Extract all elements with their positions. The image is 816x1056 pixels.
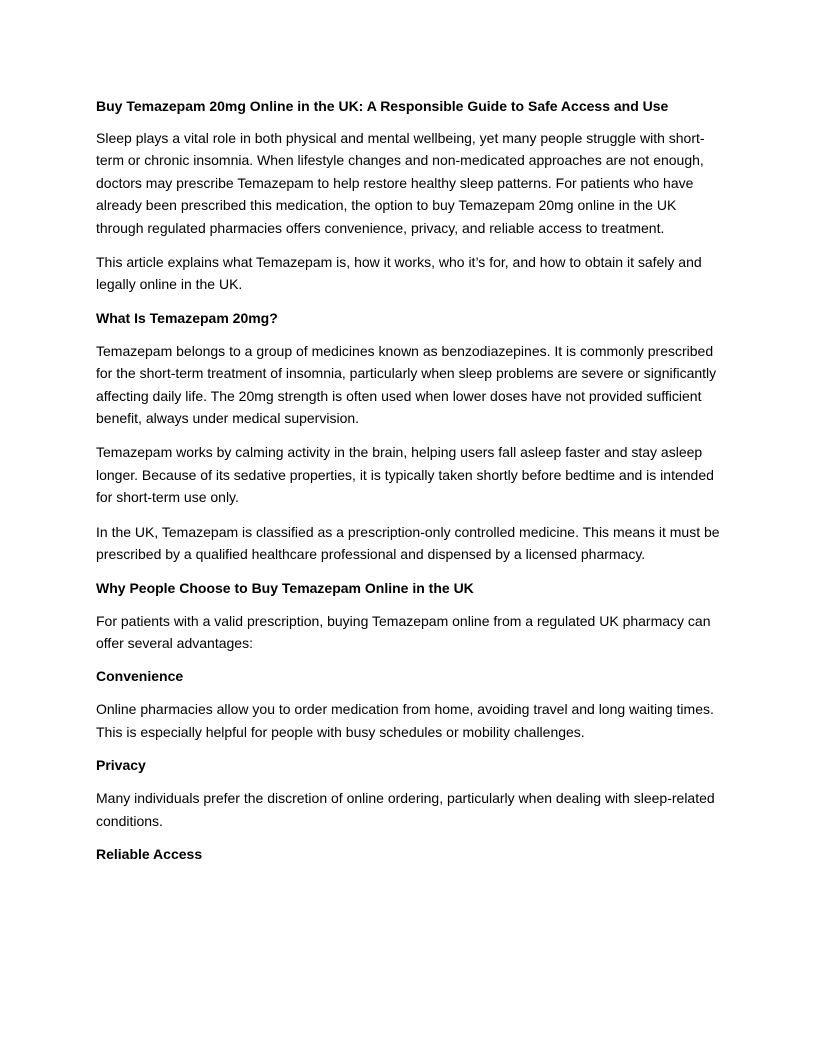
intro-paragraph-2: This article explains what Temazepam is, how it works, who it’s for, and how to obtain it safely and legally online in the UK. (96, 254, 702, 293)
document-page (96, 96, 720, 876)
privacy-paragraph: Many individuals prefer the discretion of online ordering, particularly when dealing with sleep-related conditions. (96, 790, 715, 829)
subheading-reliable-access: Reliable Access (96, 845, 203, 862)
subheading-convenience: Convenience (96, 668, 184, 685)
what-is-paragraph-2: Temazepam works by calming activity in the brain, helping users fall asleep faster and stay asleep longer. Because of its sedative properties, it is typically taken shortly before bedtime and is intended for short-term use only. (96, 444, 714, 506)
document-title: Buy Temazepam 20mg Online in the UK: A Responsible Guide to Safe Access and Use (96, 98, 669, 114)
what-is-paragraph-3: In the UK, Temazepam is classified as a prescription-only controlled medicine. This means it must be prescribed by a qualified healthcare professional and dispensed by a licensed pharmacy. (96, 523, 720, 563)
section-heading-what-is: What Is Temazepam 20mg? (96, 309, 278, 326)
why-online-paragraph: For patients with a valid prescription, buying Temazepam online from a regulated UK pharmacy can offer several advantages: (96, 612, 711, 651)
subheading-privacy: Privacy (96, 757, 146, 774)
section-heading-why-online: Why People Choose to Buy Temazepam Online in the UK (96, 579, 474, 596)
what-is-paragraph-1: Temazepam belongs to a group of medicines known as benzodiazepines. It is commonly prescribed for the short-term treatment of insomnia, particularly when sleep problems are severe or significantly affecting daily life. The 20mg strength is often used when lower doses have not provided sufficient benefit, always under medical supervision. (96, 342, 717, 427)
convenience-paragraph: Online pharmacies allow you to order medication from home, avoiding travel and long waiting times. This is especially helpful for people with busy schedules or mobility challenges. (96, 701, 714, 740)
intro-paragraph-1: Sleep plays a vital role in both physical and mental wellbeing, yet many people struggle with short-term or chronic insomnia. When lifestyle changes and non-medicated approaches are not enough, doctors may prescribe Temazepam to help restore healthy sleep patterns. For patients who have already been prescribed this medication, the option to buy Temazepam 20mg online in the UK through regulated pharmacies offers convenience, privacy, and reliable access to treatment. (96, 130, 705, 236)
